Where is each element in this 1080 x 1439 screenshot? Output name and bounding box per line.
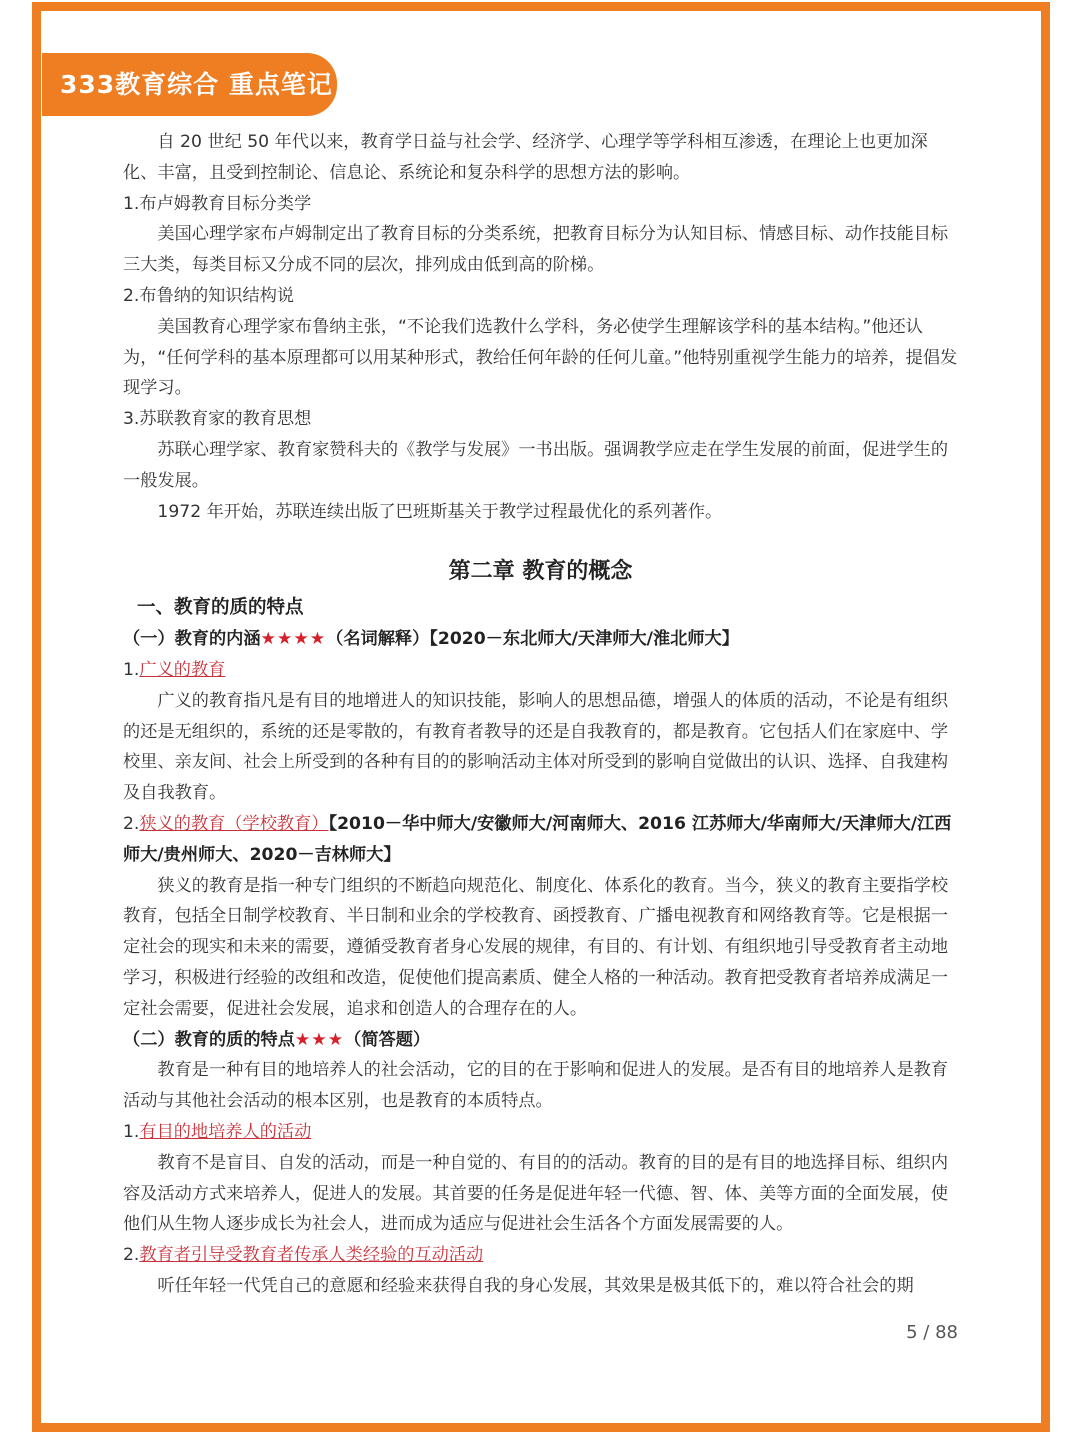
star-rating: ★★★ [294, 1029, 345, 1050]
subheading-text: （二）教育的质的特点 [123, 1029, 295, 1050]
subheading-text: （一）教育的内涵 [123, 629, 261, 650]
page-number: 5 / 88 [906, 1322, 958, 1343]
term-link-narrow-education[interactable]: 狭义的教育（学校教育） [139, 813, 329, 834]
item-purposeful-activity [123, 1117, 958, 1148]
section-title-soviet: 3.苏联教育家的教育思想 [123, 409, 312, 430]
subheading-connotation [123, 624, 958, 655]
term-link-interactive-activity[interactable]: 教育者引导受教育者传承人类经验的互动活动 [139, 1245, 484, 1266]
paragraph-narrow-education: 狭义的教育是指一种专门组织的不断趋向规范化、制度化、体系化的教育。当今，狭义的教育主要指学校教育，包括全日制学校教育、半日制和业余的学校教育、函授教育、广播电视教育和网络教育等。它是根据一定社会的现实和未来的需要，遵循受教育者身心发展的规律，有目的、有计划、有组织地引导受教育者主动地学习，积极进行经验的改组和改造，促使他们提高素质、健全人格的一种活动。教育把受教育者培养成满足一定社会需要，促进社会发展，追求和创造人的合理存在的人。 [123, 875, 949, 1019]
paragraph-babansky: 1972 年开始，苏联连续出版了巴班斯基关于教学过程最优化的系列著作。 [157, 501, 723, 522]
paragraph-zankov: 苏联心理学家、教育家赞科夫的《教学与发展》一书出版。强调教学应走在学生发展的前面，促进学生的一般发展。 [123, 439, 949, 491]
paragraph-purposeful-activity: 教育不是盲目、自发的活动，而是一种自觉的、有目的的活动。教育的目的是有目的地选择目标、组织内容及活动方式来培养人，促进人的发展。其首要的任务是促进年轻一代德、智、体、美等方面的全面发展，使他们从生物人逐步成长为社会人，进而成为适应与促进社会生活各个方面发展需要的人。 [123, 1152, 949, 1235]
item-interactive-activity [123, 1240, 958, 1271]
section-title-bruner: 2.布鲁纳的知识结构说 [123, 285, 295, 306]
paragraph-essence: 教育是一种有目的地培养人的社会活动，它的目的在于影响和促进人的发展。是否有目的地培养人是教育活动与其他社会活动的根本区别，也是教育的本质特点。 [123, 1060, 949, 1112]
heading-quality: 一、教育的质的特点 [137, 597, 304, 619]
paragraph-bruner: 美国教育心理学家布鲁纳主张，“不论我们选教什么学科，务必使学生理解该学科的基本结构。”他还认为，“任何学科的基本原理都可以用某种形式，教给任何年龄的任何儿童。”他特别重视学生能力的培养，提倡发现学习。 [123, 316, 958, 399]
document-body [123, 127, 958, 1302]
paragraph-bloom: 美国心理学家布卢姆制定出了教育目标的分类系统，把教育目标分为认知目标、情感目标、动作技能目标三大类，每类目标又分成不同的层次，排列成由低到高的阶梯。 [123, 224, 949, 276]
subheading-note: （名词解释）【2020－东北师大/天津师大/淮北师大】 [326, 629, 739, 650]
intro-paragraph: 自 20 世纪 50 年代以来，教育学日益与社会学、经济学、心理学等学科相互渗透，在理论上也更加深化、丰富，且受到控制论、信息论、系统论和复杂科学的思想方法的影响。 [123, 132, 928, 183]
section-title-bloom: 1.布卢姆教育目标分类学 [123, 193, 312, 214]
item-number: 2. [123, 1245, 140, 1266]
item-number: 1. [123, 1121, 140, 1142]
item-number: 1. [123, 659, 140, 680]
paragraph-broad-education: 广义的教育指凡是有目的地增进人的知识技能，影响人的思想品德，增强人的体质的活动，不论是有组织的还是无组织的，系统的还是零散的，有教育者教导的还是自我教育的，都是教育。它包括人们在家庭中、学校里、亲友间、社会上所受到的各种有目的的影响活动主体对所受到的影响自觉做出的认识、选择、自我建构及自我教育。 [123, 690, 949, 804]
chapter-title: 第二章 教育的概念 [448, 559, 633, 585]
star-rating: ★★★★ [260, 629, 327, 650]
item-narrow-education [123, 809, 958, 871]
term-link-purposeful-activity[interactable]: 有目的地培养人的活动 [139, 1121, 312, 1142]
exam-source-note: 【2010－华中师大/安徽师大/河南师大、2016 江苏师大/华南师大/天津师大/江西师大/贵州师大、2020－吉林师大】 [123, 813, 952, 865]
item-broad-education [123, 655, 958, 686]
term-link-broad-education[interactable]: 广义的教育 [139, 659, 226, 680]
paragraph-interactive-activity: 听任年轻一代凭自己的意愿和经验来获得自我的身心发展，其效果是极其低下的，难以符合社会的期 [157, 1275, 914, 1296]
header-badge: 333教育综合 重点笔记 [42, 53, 337, 116]
item-number: 2. [123, 813, 140, 834]
subheading-note: （简答题） [344, 1029, 431, 1050]
subheading-essence [123, 1025, 958, 1056]
